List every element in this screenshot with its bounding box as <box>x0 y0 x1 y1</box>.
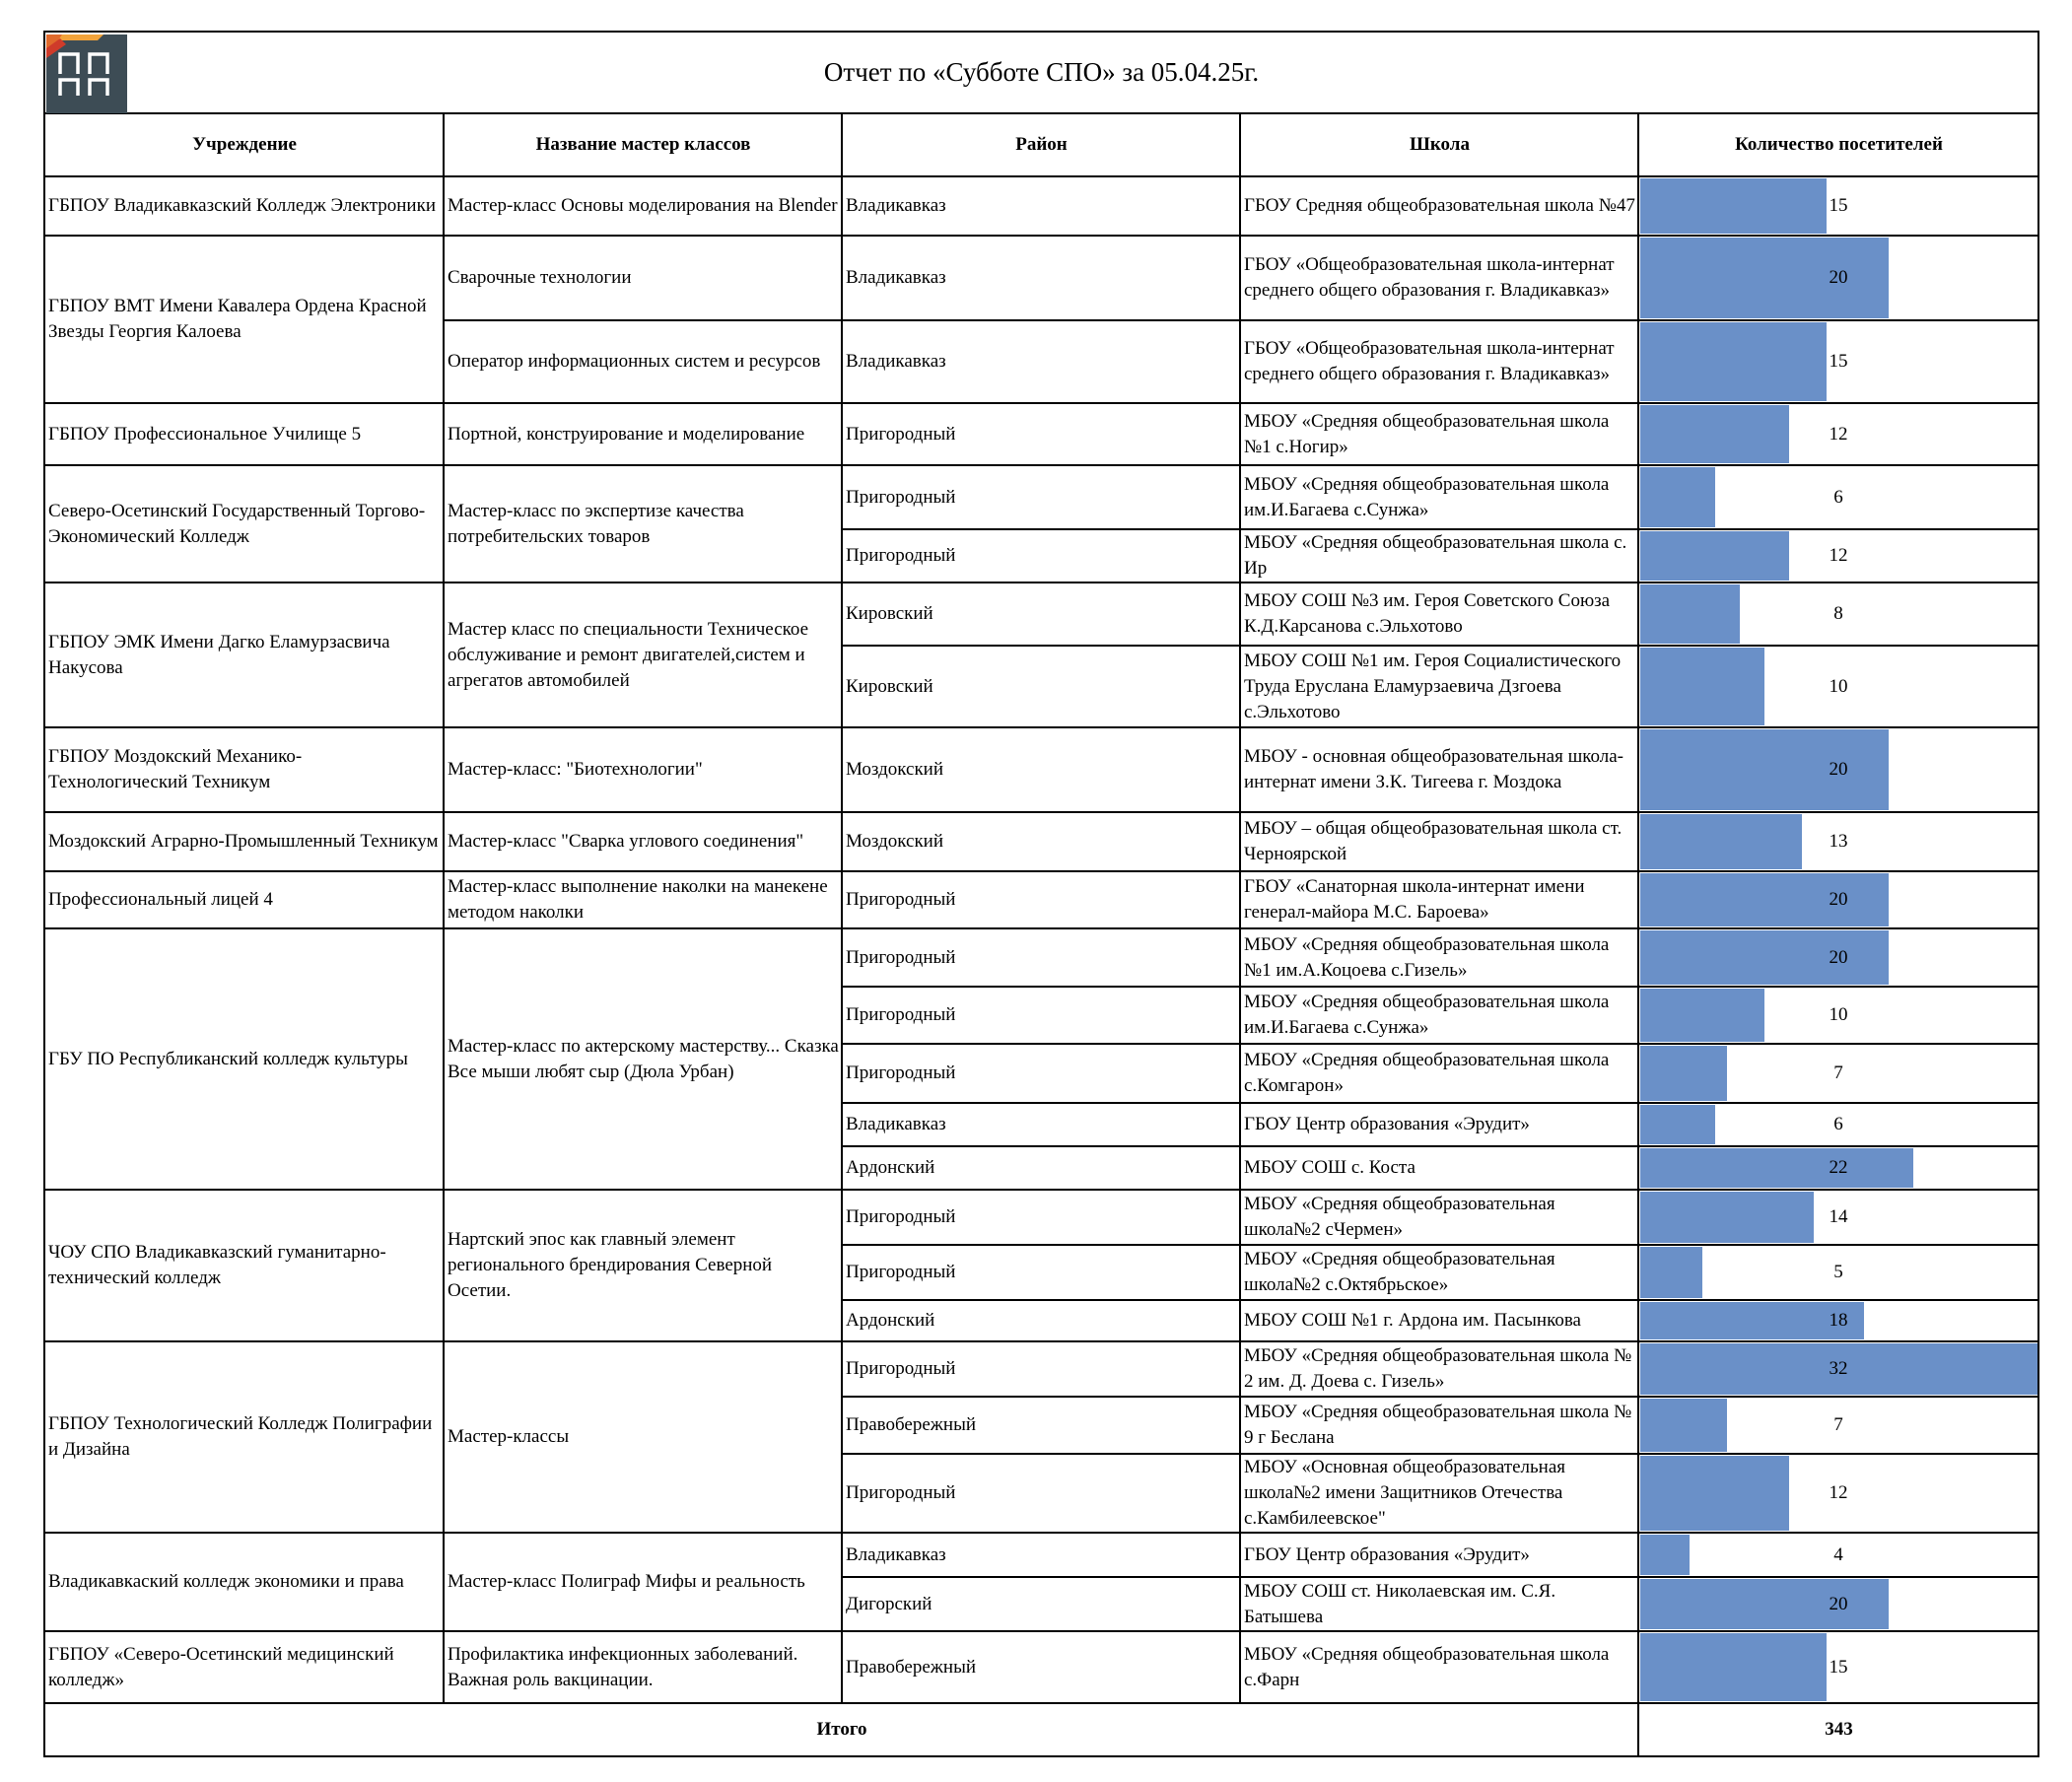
school-cell: МБОУ СОШ №1 им. Героя Социалистического Труда Еруслана Еламурзаевича Дзгоева с.Эльхотово <box>1240 646 1638 727</box>
visitors-cell <box>1638 1190 2037 1245</box>
visitors-count: 4 <box>1833 1543 1843 1565</box>
visitors-bar <box>1640 1192 1814 1243</box>
district-cell: Пригородный <box>842 1341 1240 1397</box>
header-master-class: Название мастер классов <box>444 114 842 176</box>
total-value: 343 <box>1638 1703 2037 1755</box>
visitors-cell <box>1638 236 2037 320</box>
institution-cell: ГБПОУ ВМТ Имени Кавалера Ордена Красной Звезды Георгия Калоева <box>45 236 444 403</box>
master-class-cell: Портной, конструирование и моделирование <box>444 403 842 465</box>
visitors-bar <box>1640 930 1889 985</box>
visitors-bar <box>1640 873 1889 926</box>
institution-cell: Моздокский Аграрно-Промышленный Техникум <box>45 812 444 871</box>
visitors-count: 20 <box>1829 267 1848 288</box>
master-class-cell: Мастер-класс: "Биотехнологии" <box>444 727 842 812</box>
institution-cell: ГБПОУ Моздокский Механико-Технологический Техникум <box>45 727 444 812</box>
visitors-bar <box>1640 1535 1690 1575</box>
institution-cell: Северо-Осетинский Государственный Торгово-Экономический Колледж <box>45 465 444 583</box>
visitors-cell <box>1638 812 2037 871</box>
district-cell: Владикавказ <box>842 176 1240 236</box>
visitors-bar <box>1640 531 1789 581</box>
school-cell: ГБОУ Центр образования «Эрудит» <box>1240 1103 1638 1146</box>
visitors-cell <box>1638 987 2037 1044</box>
table-row <box>45 928 2037 987</box>
report-table <box>45 114 2037 1755</box>
visitors-cell <box>1638 1245 2037 1300</box>
school-cell: МБОУ – общая общеобразовательная школа ст. Черноярской <box>1240 812 1638 871</box>
table-row <box>45 236 2037 320</box>
visitors-bar <box>1640 1456 1789 1531</box>
district-cell: Пригородный <box>842 465 1240 529</box>
visitors-count: 20 <box>1829 889 1848 910</box>
table-row <box>45 465 2037 529</box>
table-row <box>45 1533 2037 1577</box>
institution-cell: ЧОУ СПО Владикавказский гуманитарно-технический колледж <box>45 1190 444 1341</box>
visitors-bar <box>1640 322 1827 401</box>
school-cell: МБОУ «Средняя общеобразовательная школа с.Фарн <box>1240 1631 1638 1703</box>
master-class-cell: Мастер-класс по актерскому мастерству... Сказка Все мыши любят сыр (Дюла Урбан) <box>444 928 842 1190</box>
visitors-cell <box>1638 1397 2037 1454</box>
visitors-cell <box>1638 1044 2037 1103</box>
visitors-count: 12 <box>1829 545 1848 566</box>
visitors-count: 14 <box>1829 1206 1848 1227</box>
school-cell: МБОУ СОШ №1 г. Ардона им. Пасынкова <box>1240 1300 1638 1341</box>
school-cell: МБОУ «Средняя общеобразовательная школа №1 с.Ногир» <box>1240 403 1638 465</box>
school-cell: ГБОУ Средняя общеобразовательная школа №47 <box>1240 176 1638 236</box>
visitors-bar <box>1640 1579 1889 1629</box>
header-institution: Учреждение <box>45 114 444 176</box>
table-body <box>45 114 2037 1755</box>
visitors-cell <box>1638 928 2037 987</box>
school-cell: МБОУ - основная общеобразовательная школа-интернат имени З.К. Тигеева г. Моздока <box>1240 727 1638 812</box>
visitors-cell <box>1638 1454 2037 1533</box>
table-row <box>45 176 2037 236</box>
table-row <box>45 1631 2037 1703</box>
visitors-cell <box>1638 1146 2037 1190</box>
school-cell: МБОУ СОШ с. Коста <box>1240 1146 1638 1190</box>
visitors-cell <box>1638 1103 2037 1146</box>
institution-cell: ГБПОУ Технологический Колледж Полиграфии и Дизайна <box>45 1341 444 1533</box>
institution-cell: ГБПОУ Владикавказский Колледж Электроники <box>45 176 444 236</box>
visitors-bar <box>1640 814 1802 869</box>
visitors-count: 8 <box>1833 603 1843 624</box>
district-cell: Пригородный <box>842 1044 1240 1103</box>
visitors-bar <box>1640 1046 1727 1101</box>
total-label: Итого <box>45 1703 1638 1755</box>
visitors-cell <box>1638 403 2037 465</box>
master-class-cell: Мастер-класс выполнение наколки на манекене методом наколки <box>444 871 842 928</box>
visitors-bar <box>1640 1105 1715 1144</box>
report-container <box>43 31 2039 1757</box>
master-class-cell: Оператор информационных систем и ресурсов <box>444 320 842 403</box>
table-row <box>45 871 2037 928</box>
district-cell: Пригородный <box>842 928 1240 987</box>
visitors-count: 18 <box>1829 1310 1848 1331</box>
district-cell: Кировский <box>842 646 1240 727</box>
visitors-count: 22 <box>1829 1157 1848 1178</box>
institution-cell: ГБПОУ «Северо-Осетинский медицинский колледж» <box>45 1631 444 1703</box>
visitors-cell <box>1638 1533 2037 1577</box>
header-row <box>45 114 2037 176</box>
district-cell: Владикавказ <box>842 320 1240 403</box>
district-cell: Ардонский <box>842 1146 1240 1190</box>
visitors-count: 10 <box>1829 675 1848 697</box>
district-cell: Пригородный <box>842 871 1240 928</box>
visitors-cell <box>1638 320 2037 403</box>
visitors-cell <box>1638 1577 2037 1631</box>
visitors-count: 12 <box>1829 1482 1848 1503</box>
visitors-bar <box>1640 178 1827 234</box>
school-cell: МБОУ СОШ №3 им. Героя Советского Союза К.Д.Карсанова с.Эльхотово <box>1240 583 1638 646</box>
district-cell: Владикавказ <box>842 1103 1240 1146</box>
school-cell: ГБОУ «Общеобразовательная школа-интернат среднего общего образования г. Владикавказ» <box>1240 236 1638 320</box>
header-district: Район <box>842 114 1240 176</box>
district-cell: Пригородный <box>842 1190 1240 1245</box>
master-class-cell: Мастер-класс "Сварка углового соединения" <box>444 812 842 871</box>
school-cell: МБОУ «Средняя общеобразовательная школа им.И.Багаева с.Сунжа» <box>1240 987 1638 1044</box>
institution-cell: Профессиональный лицей 4 <box>45 871 444 928</box>
district-cell: Моздокский <box>842 812 1240 871</box>
district-cell: Правобережный <box>842 1397 1240 1454</box>
district-cell: Дигорский <box>842 1577 1240 1631</box>
district-cell: Ардонский <box>842 1300 1240 1341</box>
visitors-count: 20 <box>1829 946 1848 968</box>
master-class-cell: Мастер класс по специальности Техническое обслуживание и ремонт двигателей,систем и агрегатов автомобилей <box>444 583 842 727</box>
header-school: Школа <box>1240 114 1638 176</box>
visitors-count: 32 <box>1829 1358 1848 1379</box>
table-row <box>45 812 2037 871</box>
visitors-bar <box>1640 467 1715 527</box>
visitors-cell <box>1638 1631 2037 1703</box>
visitors-bar <box>1640 238 1889 318</box>
visitors-count: 20 <box>1829 1593 1848 1614</box>
visitors-count: 15 <box>1829 351 1848 372</box>
school-cell: ГБОУ «Санаторная школа-интернат имени генерал-майора М.С. Бароева» <box>1240 871 1638 928</box>
visitors-bar <box>1640 1399 1727 1452</box>
district-cell: Правобережный <box>842 1631 1240 1703</box>
visitors-count: 6 <box>1833 1114 1843 1134</box>
visitors-count: 6 <box>1833 486 1843 508</box>
visitors-bar <box>1640 648 1764 725</box>
visitors-bar <box>1640 1633 1827 1701</box>
master-class-cell: Нартский эпос как главный элемент регионального брендирования Северной Осетии. <box>444 1190 842 1341</box>
institution-cell: Владикавкаский колледж экономики и права <box>45 1533 444 1631</box>
visitors-cell <box>1638 529 2037 583</box>
district-cell: Пригородный <box>842 403 1240 465</box>
school-cell: МБОУ «Средняя общеобразовательная школа№2 сЧермен» <box>1240 1190 1638 1245</box>
visitors-bar <box>1640 1148 1913 1188</box>
table-row <box>45 403 2037 465</box>
school-cell: МБОУ «Средняя общеобразовательная школа № 2 им. Д. Доева с. Гизель» <box>1240 1341 1638 1397</box>
visitors-bar <box>1640 405 1789 463</box>
header-visitors: Количество посетителей <box>1638 114 2037 176</box>
visitors-cell <box>1638 1300 2037 1341</box>
visitors-bar <box>1640 1247 1702 1298</box>
visitors-bar <box>1640 584 1740 644</box>
school-cell: МБОУ «Средняя общеобразовательная школа с.Комгарон» <box>1240 1044 1638 1103</box>
visitors-bar <box>1640 989 1764 1042</box>
visitors-count: 5 <box>1833 1262 1843 1282</box>
district-cell: Кировский <box>842 583 1240 646</box>
visitors-count: 7 <box>1833 1414 1843 1435</box>
institution-cell: ГБУ ПО Республиканский колледж культуры <box>45 928 444 1190</box>
master-class-cell: Мастер-классы <box>444 1341 842 1533</box>
visitors-cell <box>1638 1341 2037 1397</box>
school-cell: МБОУ «Средняя общеобразовательная школа с. Ир <box>1240 529 1638 583</box>
master-class-cell: Мастер-класс Основы моделирования на Blender <box>444 176 842 236</box>
school-cell: МБОУ СОШ ст. Николаевская им. С.Я. Батышева <box>1240 1577 1638 1631</box>
master-class-cell: Мастер-класс по экспертизе качества потребительских товаров <box>444 465 842 583</box>
visitors-cell <box>1638 646 2037 727</box>
school-cell: МБОУ «Основная общеобразовательная школа№2 имени Защитников Отечества с.Камбилеевское" <box>1240 1454 1638 1533</box>
visitors-cell <box>1638 176 2037 236</box>
title-bar <box>45 33 2037 114</box>
visitors-count: 15 <box>1829 195 1848 216</box>
district-cell: Пригородный <box>842 987 1240 1044</box>
table-row <box>45 1190 2037 1245</box>
institution-cell: ГБПОУ Профессиональное Училище 5 <box>45 403 444 465</box>
district-cell: Моздокский <box>842 727 1240 812</box>
school-cell: МБОУ «Средняя общеобразовательная школа №1 им.А.Коцоева с.Гизель» <box>1240 928 1638 987</box>
visitors-cell <box>1638 583 2037 646</box>
visitors-count: 15 <box>1829 1656 1848 1678</box>
master-class-cell: Мастер-класс Полиграф Мифы и реальность <box>444 1533 842 1631</box>
district-cell: Пригородный <box>842 1454 1240 1533</box>
master-class-cell: Профилактика инфекционных заболеваний. Важная роль вакцинации. <box>444 1631 842 1703</box>
table-row <box>45 1341 2037 1397</box>
visitors-count: 13 <box>1829 831 1848 852</box>
visitors-cell <box>1638 727 2037 812</box>
visitors-count: 20 <box>1829 759 1848 780</box>
visitors-count: 12 <box>1829 423 1848 445</box>
table-row <box>45 583 2037 646</box>
visitors-count: 10 <box>1829 1004 1848 1025</box>
institution-cell: ГБПОУ ЭМК Имени Дагко Еламурзасвича Накусова <box>45 583 444 727</box>
master-class-cell: Сварочные технологии <box>444 236 842 320</box>
district-cell: Пригородный <box>842 529 1240 583</box>
school-cell: ГБОУ Центр образования «Эрудит» <box>1240 1533 1638 1577</box>
school-cell: ГБОУ «Общеобразовательная школа-интернат среднего общего образования г. Владикавказ» <box>1240 320 1638 403</box>
visitors-cell <box>1638 465 2037 529</box>
school-cell: МБОУ «Средняя общеобразовательная школа № 9 г Беслана <box>1240 1397 1638 1454</box>
district-cell: Владикавказ <box>842 1533 1240 1577</box>
table-row <box>45 727 2037 812</box>
visitors-cell <box>1638 871 2037 928</box>
report-title: Отчет по «Субботе СПО» за 05.04.25г. <box>823 57 1260 87</box>
total-row <box>45 1703 2037 1755</box>
school-cell: МБОУ «Средняя общеобразовательная школа им.И.Багаева с.Сунжа» <box>1240 465 1638 529</box>
district-cell: Владикавказ <box>842 236 1240 320</box>
district-cell: Пригородный <box>842 1245 1240 1300</box>
visitors-bar <box>1640 729 1889 810</box>
visitors-count: 7 <box>1833 1062 1843 1083</box>
school-cell: МБОУ «Средняя общеобразовательная школа№2 с.Октябрьское» <box>1240 1245 1638 1300</box>
